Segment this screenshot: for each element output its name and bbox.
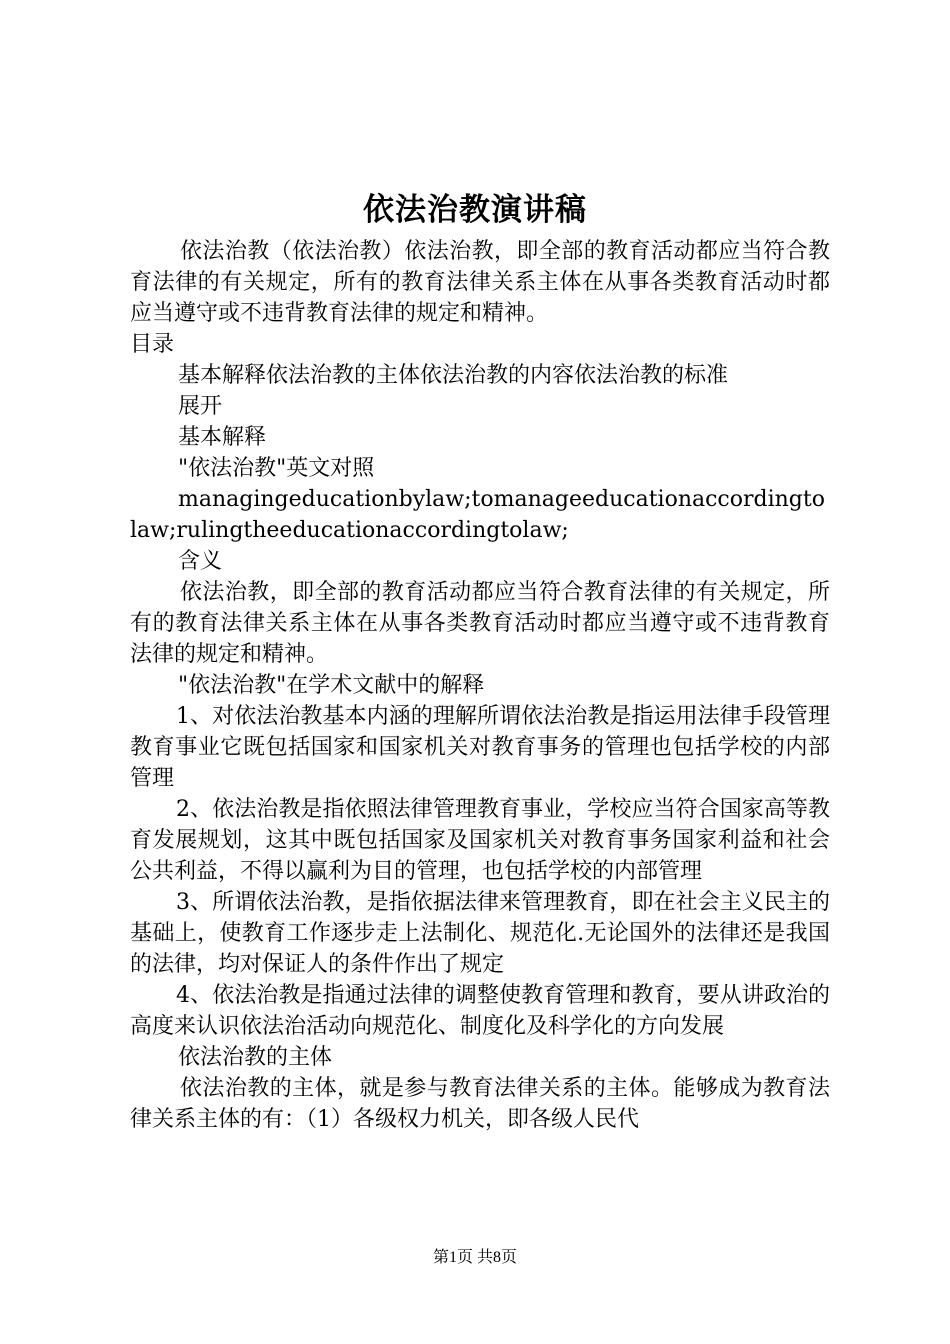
- academic-item-1: 1、对依法治教基本内涵的理解所谓依法治教是指运用法律手段管理教育事业它既包括国家和国家机关对教育事务的管理也包括学校的内部管理: [130, 704, 830, 791]
- expand-link: 展开: [178, 394, 223, 419]
- toc-items: 基本解释依法治教的主体依法治教的内容依法治教的标准: [178, 363, 729, 388]
- academic-heading: "依法治教"在学术文献中的解释: [178, 673, 485, 698]
- english-terms: managingeducationbylaw;tomanageeducationaccordingtolaw;rulingtheeducationaccordingtolaw;: [130, 487, 825, 543]
- meaning-heading: 含义: [178, 549, 223, 574]
- academic-item-2: 2、依法治教是指依照法律管理教育事业，学校应当符合国家高等教育发展规划，这其中既包括国家及国家机关对教育事务国家利益和社会公共利益，不得以赢利为目的管理，也包括学校的内部管理: [130, 797, 830, 884]
- section-heading-basic: 基本解释: [178, 425, 267, 450]
- subject-paragraph: 依法治教的主体，就是参与教育法律关系的主体。能够成为教育法律关系主体的有：（1）各级权力机关，即各级人民代: [130, 1076, 830, 1132]
- document-title: 依法治教演讲稿: [363, 192, 587, 228]
- meaning-paragraph: 依法治教，即全部的教育活动都应当符合教育法律的有关规定，所有的教育法律关系主体在从事各类教育活动时都应当遵守或不违背教育法律的规定和精神。: [130, 580, 830, 667]
- intro-paragraph: 依法治教（依法治教）依法治教，即全部的教育活动都应当符合教育法律的有关规定，所有的教育法律关系主体在从事各类教育活动时都应当遵守或不违背教育法律的规定和精神。: [130, 239, 830, 326]
- subject-heading: 依法治教的主体: [178, 1045, 333, 1070]
- document-body: [130, 236, 830, 1135]
- page-footer: 第1页 共8页: [432, 1249, 517, 1266]
- academic-item-3: 3、所谓依法治教，是指依据法律来管理教育，即在社会主义民主的基础上，使教育工作逐步走上法制化、规范化.无论国外的法律还是我国的法律，均对保证人的条件作出了规定: [130, 890, 830, 977]
- toc-heading: 目录: [130, 332, 175, 357]
- academic-item-4: 4、依法治教是指通过法律的调整使教育管理和教育，要从讲政治的高度来认识依法治活动向规范化、制度化及科学化的方向发展: [130, 983, 830, 1039]
- english-heading: "依法治教"英文对照: [178, 456, 375, 481]
